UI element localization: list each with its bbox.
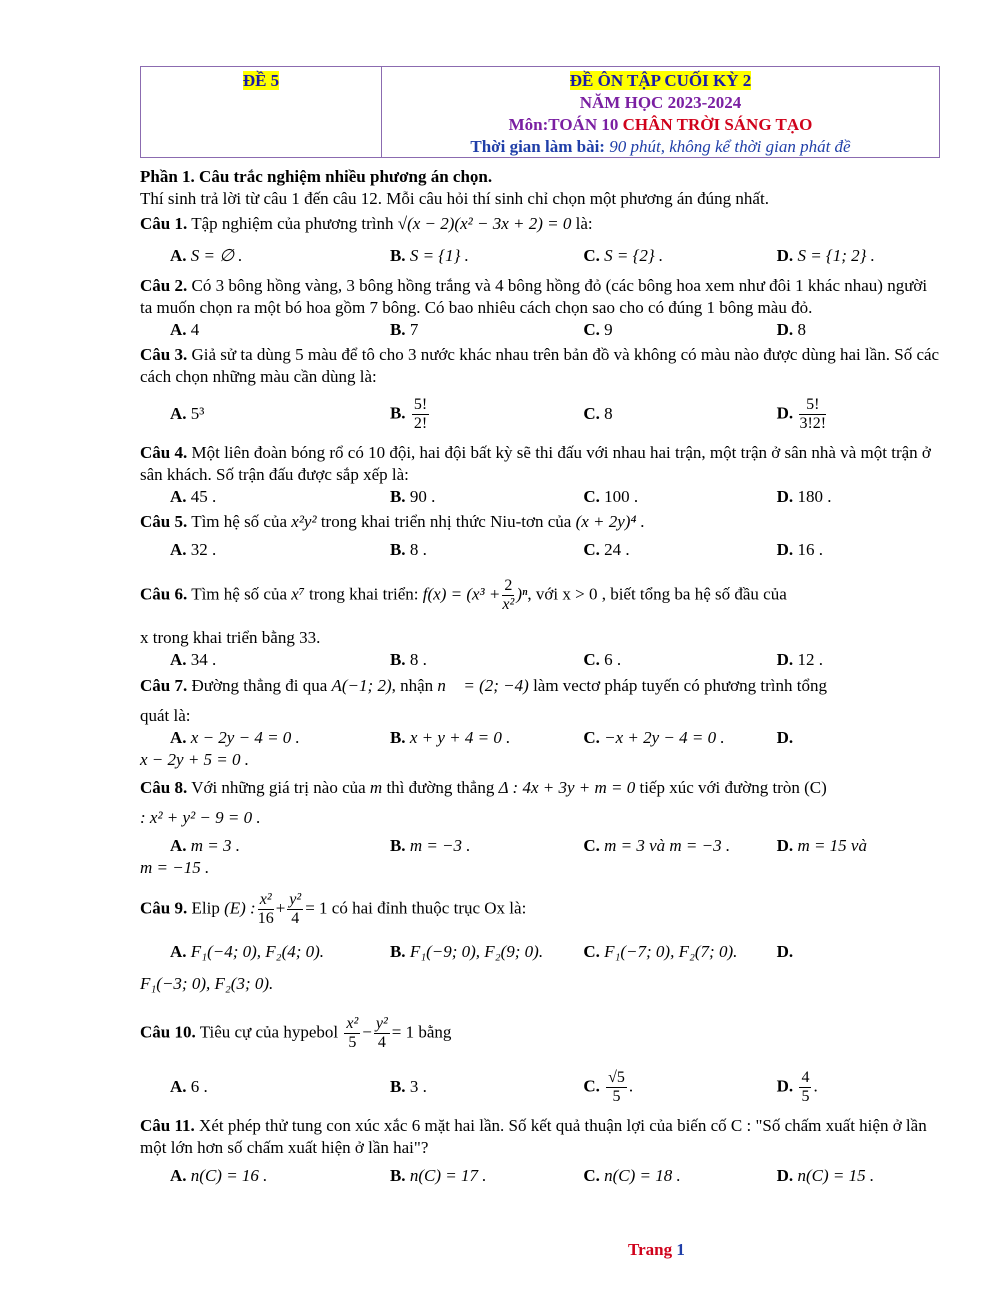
exam-title: ĐỀ ÔN TẬP CUỐI KỲ 2 [569,71,752,90]
option-b[interactable]: B. 8 . [389,540,427,559]
question-5: Câu 5. Tìm hệ số của x²y² trong khai triển nhị thức Niu-tơn của (x + 2y)⁴ . [140,512,645,531]
options-11 [140,1165,940,1187]
option-d[interactable]: D. [776,728,794,747]
question-8: Câu 8. Với những giá trị nào của m thì đường thẳng Δ : 4x + 3y + m = 0 tiếp xúc với đường tròn (C) [140,778,827,797]
question-7-cont: quát là: [140,706,191,725]
option-a[interactable]: A. F₁(−4; 0), F₂(4; 0). [170,942,325,961]
option-b[interactable]: B. m = −3 . [389,836,471,855]
options-8 [140,835,940,857]
part-title: Phần 1. Câu trắc nghiệm nhiều phương án chọn. [140,167,493,186]
exam-code: ĐỀ 5 [242,71,280,90]
option-a[interactable]: A. S = ∅ . [170,246,243,265]
option-c[interactable]: C. n(C) = 18 . [583,1166,681,1185]
option-b[interactable]: B. S = {1} . [389,246,469,265]
option-c[interactable]: C. 24 . [583,540,630,559]
option-a[interactable]: A. 6 . [170,1077,208,1096]
option-c[interactable]: C. −x + 2y − 4 = 0 . [583,728,725,747]
part-instruction: Thí sinh trả lời từ câu 1 đến câu 12. Mỗi câu hỏi thí sinh chỉ chọn một phương án đúng nhất. [140,189,769,208]
option-d[interactable]: D. m = 15 và [776,836,867,855]
options-1 [140,245,940,267]
option-c[interactable]: C. S = {2} . [583,246,664,265]
textbook: CHÂN TRỜI SÁNG TẠO [622,115,813,134]
option-d[interactable]: D. 180 . [776,487,832,506]
options-7 [140,727,940,749]
option-c[interactable]: C. 6 . [583,650,622,669]
options-9 [140,941,940,963]
option-c[interactable]: C. 100 . [583,487,639,506]
option-c[interactable]: C. 9 [583,320,613,339]
time-label: Thời gian làm bài: [470,137,605,156]
option-d-value: F₁(−3; 0), F₂(3; 0). [140,974,274,993]
school-year: NĂM HỌC 2023-2024 [579,93,742,112]
option-d[interactable]: D. [776,942,794,961]
options-4 [140,486,940,508]
option-a[interactable]: A. 4 [170,320,200,339]
option-a[interactable]: A. x − 2y − 4 = 0 . [170,728,300,747]
time-value: 90 phút, không kể thời gian phát đề [609,137,851,156]
question-11: Câu 11. Xét phép thử tung con xúc xắc 6 mặt hai lần. Số kết quả thuận lợi của biến cố C : "Số chấm xuất hiện ở lần một lớn hơn số chấm xuất hiện ở lần hai"? [140,1116,927,1157]
question-8-cont: : x² + y² − 9 = 0 . [140,808,261,827]
options-3 [140,392,940,436]
option-c[interactable]: C. $\frac{√5}{5}$ . [583,1068,634,1105]
option-d[interactable]: D. $\frac{4}{5}$ . [776,1068,818,1105]
option-a[interactable]: A. n(C) = 16 . [170,1166,268,1185]
question-3: Câu 3. Giả sử ta dùng 5 màu để tô cho 3 nước khác nhau trên bản đồ và không có màu nào được dùng hai lần. Số các cách chọn những màu cần dùng là: [140,345,940,386]
option-d[interactable]: D. 8 [776,320,806,339]
option-d[interactable]: D. 12 . [776,650,823,669]
page-label: Trang [628,1240,673,1259]
question-7: Câu 7. Đường thẳng đi qua A(−1; 2), nhận n⃗ = (2; −4) làm vectơ pháp tuyến có phương trình tổng [140,676,828,695]
question-4: Câu 4. Một liên đoàn bóng rổ có 10 đội, hai đội bất kỳ sẽ thi đấu với nhau hai trận, một trận ở sân nhà và một trận ở sân khách. Số trận đấu được sắp xếp là: [140,443,931,484]
option-d-value: x − 2y + 5 = 0 . [140,750,250,769]
option-b[interactable]: B. F₁(−9; 0), F₂(9; 0). [389,942,544,961]
option-b[interactable]: B. 7 [389,320,419,339]
subject: Môn:TOÁN 10 [508,115,619,134]
question-6-cont: x trong khai triển bằng 33. [140,628,321,647]
option-a[interactable]: A. 5³ [170,404,205,423]
option-b[interactable]: B. $\frac{5!}{2!}$ [389,395,428,432]
option-d[interactable]: D. 16 . [776,540,823,559]
option-d[interactable]: D. S = {1; 2} . [776,246,875,265]
option-d-value: m = −15 . [140,858,210,877]
option-b[interactable]: B. 3 . [389,1077,427,1096]
option-c[interactable]: C. 8 [583,404,613,423]
option-b[interactable]: B. 8 . [389,650,427,669]
option-c[interactable]: C. m = 3 và m = −3 . [583,836,731,855]
question-2: Câu 2. Có 3 bông hồng vàng, 3 bông hồng trắng và 4 bông hồng đỏ (các bông hoa xem như đôi 1 khác nhau) người ta muốn chọn ra một bó hoa gồm 7 bông. Có bao nhiêu cách chọn sao cho có đúng 1 bông màu đỏ. [140,276,928,317]
option-c[interactable]: C. F₁(−7; 0), F₂(7; 0). [583,942,738,961]
option-a[interactable]: A. 45 . [170,487,217,506]
question-6: Câu 6. Tìm hệ số của x⁷ trong khai triển: f(x) = (x³ + $\frac{2}{\text{x²}}$ )ⁿ, với x > 0 , biết tổng ba hệ số đầu của [140,576,787,613]
document-page [140,66,940,1187]
option-b[interactable]: B. x + y + 4 = 0 . [389,728,511,747]
question-9: Câu 9. Elip (E) : $\frac{\text{x²}}{16}$ + $\frac{\text{y²}}{4}$ = 1 có hai đỉnh thuộc trục Ox là: [140,890,527,927]
options-10 [140,1063,940,1111]
question-1: Câu 1. Tập nghiệm của phương trình √(x − 2)(x² − 3x + 2) = 0 là: [140,214,593,233]
options-6 [140,649,940,671]
option-b[interactable]: B. 90 . [389,487,436,506]
page-number: 1 [676,1240,685,1259]
option-d[interactable]: D. n(C) = 15 . [776,1166,875,1185]
option-a[interactable]: A. m = 3 . [170,836,241,855]
page-footer [628,1240,685,1260]
option-d[interactable]: D. $\frac{5!}{3!2!}$ [776,395,827,432]
option-a[interactable]: A. 32 . [170,540,217,559]
exam-header [140,66,940,158]
question-10: Câu 10. Tiêu cự của hypebol $\frac{\text{x²}}{5}$ − $\frac{\text{y²}}{4}$ = 1 bằng [140,1014,452,1051]
option-b[interactable]: B. n(C) = 17 . [389,1166,487,1185]
options-5 [140,539,940,561]
option-a[interactable]: A. 34 . [170,650,217,669]
options-2 [140,319,940,341]
